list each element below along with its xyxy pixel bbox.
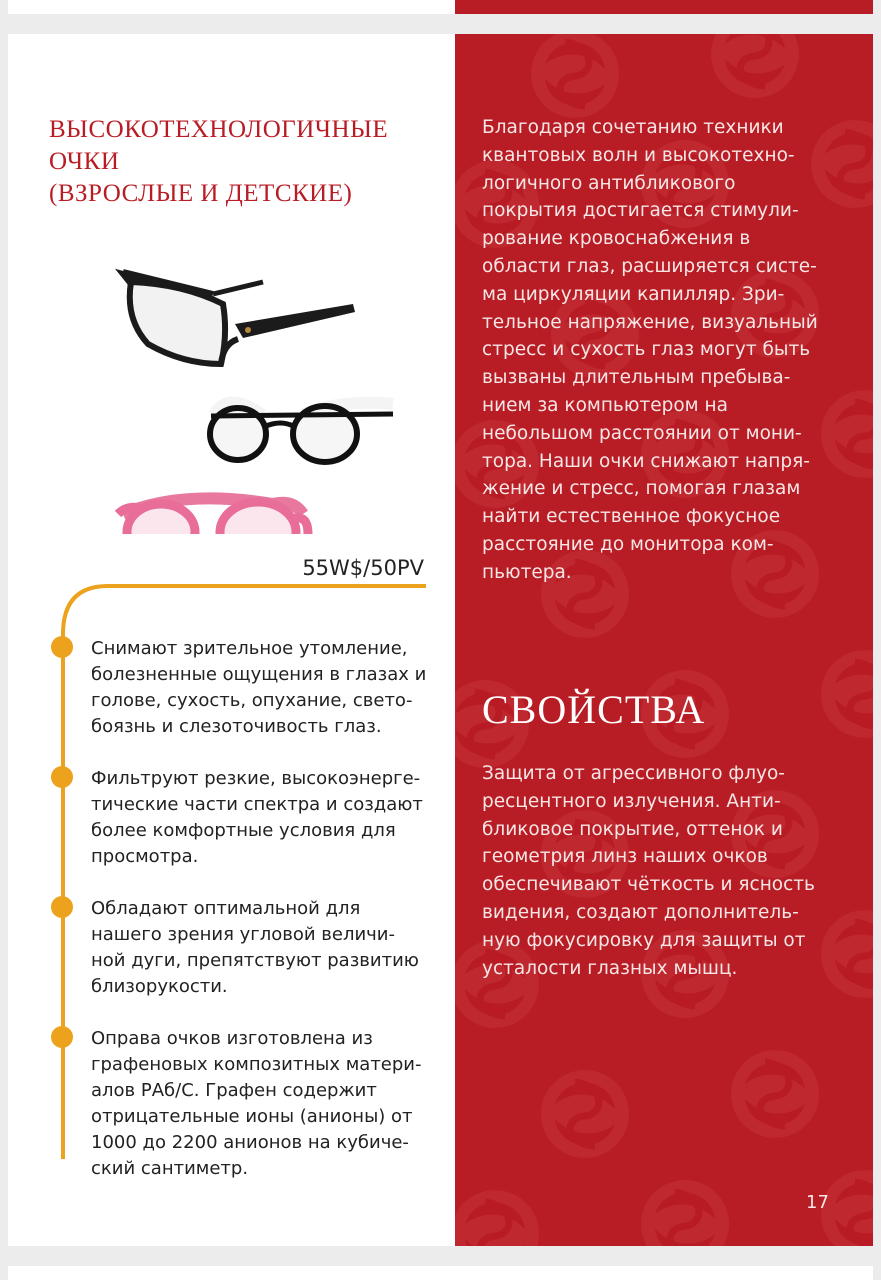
feature-line: Обладают оптимальной для bbox=[91, 898, 361, 919]
properties-line: ресцентного излучения. Анти- bbox=[482, 790, 781, 812]
description-line: небольшом расстоянии от мони- bbox=[482, 422, 802, 444]
price-label: 55W$/50PV bbox=[302, 556, 424, 580]
properties-line: Защита от агрессивного флуо- bbox=[482, 763, 785, 784]
title-line: (ВЗРОСЛЫЕ И ДЕТСКИЕ) bbox=[49, 180, 353, 207]
feature-line: более комфортные условия для bbox=[91, 820, 396, 841]
description-line: тора. Наши очки снижают напря- bbox=[482, 450, 810, 472]
description-line: тельное напряжение, визуальный bbox=[482, 311, 818, 333]
bullet-dot bbox=[51, 896, 73, 918]
feature-list bbox=[91, 636, 436, 1208]
description-line: области глаз, расширяется систе- bbox=[482, 255, 817, 277]
description-line: покрытия достигается стимули- bbox=[482, 200, 799, 222]
previous-page-edge bbox=[8, 0, 873, 14]
feature-line: боязнь и слезоточивость глаз. bbox=[91, 716, 382, 737]
feature-line: ский сантиметр. bbox=[91, 1158, 249, 1179]
description-line: жение и стресс, помогая глазам bbox=[482, 478, 801, 500]
catalog-page bbox=[8, 34, 873, 1246]
properties-line: бликовое покрытие, оттенок и bbox=[482, 818, 783, 840]
properties-line: ную фокусировку для защиты от bbox=[482, 929, 806, 951]
next-page-edge bbox=[8, 1266, 873, 1280]
properties-line: геометрия линз наших очков bbox=[482, 846, 768, 868]
feature-line: ной дуги, препятствуют развитию bbox=[91, 950, 419, 971]
properties-heading: СВОЙСТВА bbox=[482, 687, 706, 732]
description-line: Благодаря сочетанию техники bbox=[482, 117, 784, 138]
properties-line: обеспечивают чёткость и ясность bbox=[482, 874, 815, 896]
feature-line: Снимают зрительное утомление, bbox=[91, 638, 408, 659]
description-line: расстояние до монитора ком- bbox=[482, 533, 774, 555]
description-line: найти естественное фокусное bbox=[482, 506, 781, 528]
description-line: вызваны длительным пребыва- bbox=[482, 367, 791, 389]
description-line: пьютера. bbox=[482, 561, 572, 583]
feature-line: графеновых композитных матери- bbox=[91, 1054, 422, 1075]
feature-line: нашего зрения угловой величи- bbox=[91, 924, 396, 945]
properties-line: видения, создают дополнитель- bbox=[482, 901, 799, 923]
feature-line: тические части спектра и создают bbox=[91, 794, 423, 815]
bullet-dot bbox=[51, 636, 73, 658]
title-line: ОЧКИ bbox=[49, 148, 120, 175]
properties-text bbox=[482, 760, 815, 982]
feature-line: голове, сухость, опухание, свето- bbox=[91, 690, 413, 711]
description-line: стресс и сухость глаз могут быть bbox=[482, 339, 811, 361]
feature-line: 1000 до 2200 анионов на кубиче- bbox=[91, 1132, 409, 1153]
feature-line: алов РАб/С. Графен содержит bbox=[91, 1080, 377, 1101]
product-title bbox=[49, 114, 449, 210]
title-line: ВЫСОКОТЕХНОЛОГИЧНЫЕ bbox=[49, 116, 389, 143]
description-line: нием за компьютером на bbox=[482, 394, 728, 416]
page-number: 17 bbox=[806, 1192, 829, 1213]
feature-line: Оправа очков изготовлена из bbox=[91, 1028, 373, 1049]
feature-line: просмотра. bbox=[91, 846, 199, 867]
description-line: логичного антибликового bbox=[482, 172, 736, 194]
pink-kids-glasses bbox=[118, 498, 308, 534]
description-line: квантовых волн и высокотехно- bbox=[482, 144, 795, 166]
feature-line: отрицательные ионы (анионы) от bbox=[91, 1106, 413, 1127]
properties-line: усталости глазных мышц. bbox=[482, 957, 738, 979]
black-adult-glasses bbox=[123, 272, 355, 364]
feature-line: Фильтруют резкие, высокоэнерге- bbox=[91, 768, 421, 789]
description-text bbox=[482, 114, 818, 587]
description-line: ма циркуляции капилляр. Зри- bbox=[482, 283, 785, 305]
bullet-dot bbox=[51, 766, 73, 788]
feature-item bbox=[91, 1026, 436, 1182]
feature-item bbox=[91, 636, 436, 740]
description-line: рование кровоснабжения в bbox=[482, 228, 751, 250]
feature-item bbox=[91, 766, 436, 870]
bullet-dot bbox=[51, 1026, 73, 1048]
feature-line: болезненные ощущения в глазах и bbox=[91, 664, 427, 685]
feature-item bbox=[91, 896, 436, 1000]
black-white-kids-glasses bbox=[210, 402, 393, 463]
feature-line: близорукости. bbox=[91, 976, 228, 997]
glasses-image bbox=[103, 264, 413, 534]
